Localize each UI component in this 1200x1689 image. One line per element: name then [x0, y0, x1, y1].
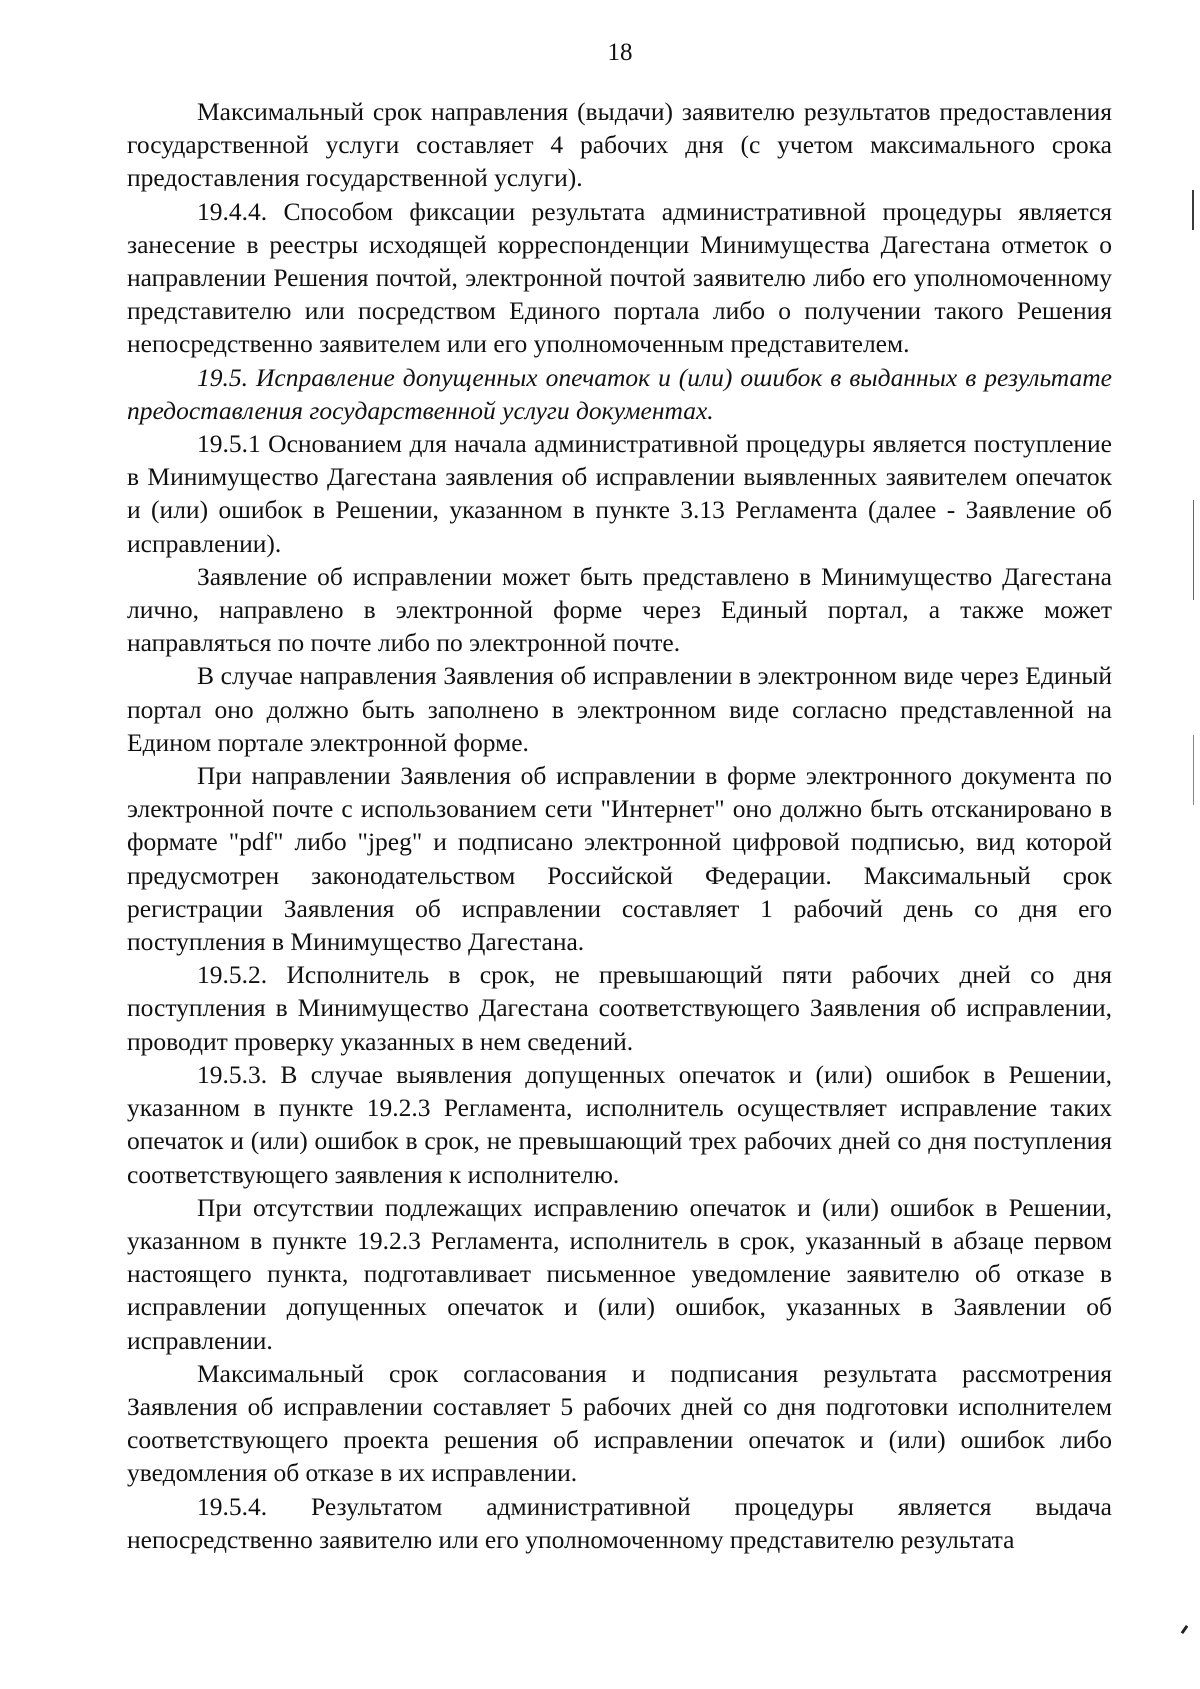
- paragraph-19-5-1: 19.5.1 Основанием для начала административной процедуры является поступление в Минимущество Дагестана заявления об исправлении выявленных заявителем опечаток и (или) ошибок в Решении, указанном в пункте 3.13 Регламента (далее - Заявление об исправлении).: [127, 429, 1112, 558]
- scan-edge-mark: [1193, 735, 1194, 805]
- document-body: [127, 95, 1112, 1556]
- paragraph-approval-term: Максимальный срок согласования и подписания результата рассмотрения Заявления об исправлении составляет 5 рабочих дней со дня подготовки исполнителем соответствующего проекта решения об исправлении опечаток и (или) ошибок либо уведомления об отказе в их исправлении.: [127, 1358, 1112, 1488]
- paragraph-submission-methods: Заявление об исправлении может быть представлено в Минимущество Дагестана лично, направлено в электронной форме через Единый портал, а также может направляться по почте либо по электронной почте.: [127, 561, 1112, 658]
- scan-edge-mark: [1192, 190, 1194, 230]
- scan-artifact-mark: [1181, 1625, 1189, 1634]
- paragraph-19-4-4: 19.4.4. Способом фиксации результата административной процедуры является занесение в реестры исходящей корреспонденции Минимущества Дагестана отметок о направлении Решения почтой, электронной почтой заявителю либо его уполномоченному представителю или посредством Единого портала либо о получении такого Решения непосредственно заявителем или его уполномоченным представителем.: [127, 196, 1112, 359]
- paragraph-max-term-delivery: Максимальный срок направления (выдачи) заявителю результатов предоставления государственной услуги составляет 4 рабочих дня (с учетом максимального срока предоставления государственной услуги).: [127, 97, 1112, 193]
- paragraph-19-5-4: 19.5.4. Результатом административной процедуры является выдача непосредственно заявителю или его уполномоченному представителю результата: [127, 1491, 1112, 1554]
- paragraph-no-errors-notice: При отсутствии подлежащих исправлению опечаток и (или) ошибок в Решении, указанном в пункте 19.2.3 Регламента, исполнитель в срок, указанный в абзаце первом настоящего пункта, подготавливает письменное уведомление заявителю об отказе в исправлении допущенных опечаток и (или) ошибок, указанных в Заявлении об исправлении.: [127, 1192, 1112, 1355]
- paragraph-19-5-3: 19.5.3. В случае выявления допущенных опечаток и (или) ошибок в Решении, указанном в пункте 19.2.3 Регламента, исполнитель осуществляет исправление таких опечаток и (или) ошибок в срок, не превышающий трех рабочих дней со дня поступления соответствующего заявления к исполнителю.: [127, 1059, 1112, 1189]
- paragraph-electronic-portal: В случае направления Заявления об исправлении в электронном виде через Единый портал оно должно быть заполнено в электронном виде согласно представленной на Едином портале электронной форме.: [127, 661, 1112, 757]
- scan-edge-mark: [1193, 500, 1194, 600]
- paragraph-19-5-2: 19.5.2. Исполнитель в срок, не превышающий пяти рабочих дней со дня поступления в Минимущество Дагестана соответствующего Заявления об исправлении, проводит проверку указанных в нем сведений.: [127, 960, 1112, 1056]
- paragraph-electronic-mail: При направлении Заявления об исправлении в форме электронного документа по электронной почте с использованием сети "Интернет" оно должно быть отсканировано в формате "pdf" либо "jpeg" и подписано электронной цифровой подписью, вид которой предусмотрен законодательством Российской Федерации. Максимальный срок регистрации Заявления об исправлении составляет 1 рабочий день со дня его поступления в Минимущество Дагестана.: [127, 761, 1112, 957]
- page-number: 18: [607, 39, 633, 66]
- section-heading-19-5: 19.5. Исправление допущенных опечаток и (или) ошибок в выданных в результате предоставления государственной услуги документах.: [127, 362, 1112, 425]
